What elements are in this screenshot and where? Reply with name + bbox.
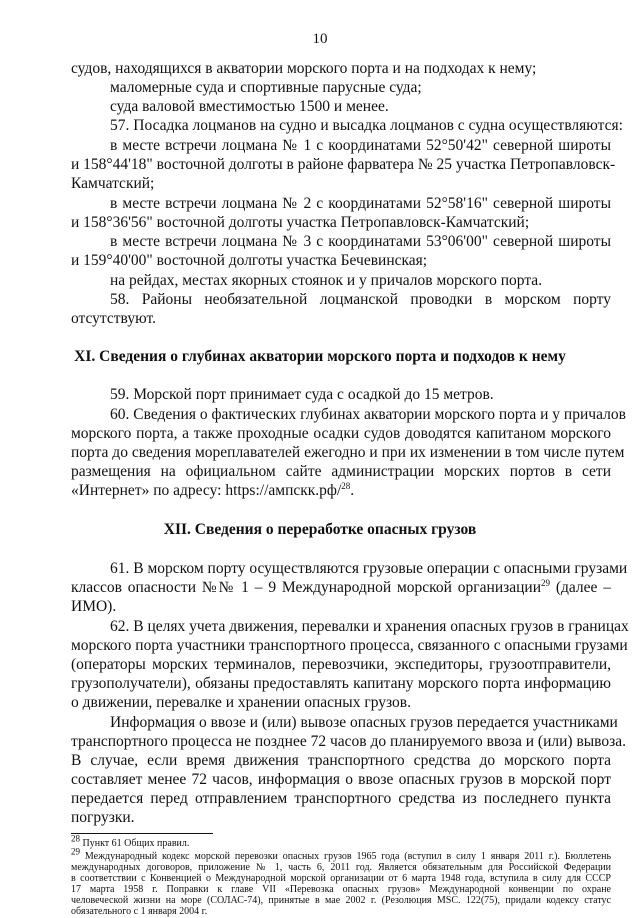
text-line: 61. В морском порту осуществляются грузовые операции с опасными грузами	[110, 560, 628, 577]
footnote-29-line: 17 марта 1958 г. Поправки к главе VII «Перевозка опасных грузов» Международной конвенции по охране	[71, 884, 611, 895]
section-heading: XI. Сведения о глубинах акватории морского порта и подходов к нему	[74, 348, 566, 365]
text-line: погрузки.	[71, 809, 135, 826]
text-line: ИМО).	[71, 598, 117, 615]
text-line: и 158°36'56" восточной долготы участка Петропавловск-Камчатский;	[71, 214, 530, 231]
text-line: 59. Морской порт принимает суда с осадкой до 15 метров.	[110, 386, 494, 403]
footnote-marker: 29	[71, 846, 80, 857]
text-line: грузополучатели), обязаны предоставлять капитану морского порта информацию	[71, 675, 611, 692]
text-line: отсутствуют.	[71, 310, 156, 327]
text-line: 58. Районы необязательной лоцманской проводки в морском порту	[110, 291, 611, 308]
text-line: в месте встречи лоцмана № 3 с координатами 53°06'00" северной широты	[110, 233, 611, 250]
text-line: Информация о ввозе и (или) вывозе опасных грузов передается участниками	[110, 714, 618, 731]
footnote-29-line: человеческой жизни на море (СОЛАС-74), принятые в мае 2002 г. (Резолюция MSC. 122(75), придали кодексу статус	[71, 895, 611, 906]
footnote-28	[71, 833, 190, 850]
footnote-text: Пункт 61 Общих правил.	[82, 838, 190, 849]
text-line: составляет менее 72 часов, информация о ввозе опасных грузов в морской порт	[71, 771, 611, 788]
text-line: 62. В целях учета движения, перевалки и хранения опасных грузов в границах	[110, 618, 629, 635]
text-line: «Интернет» по адресу: https://ампскк.рф/$^{28}$.	[71, 480, 355, 499]
text-line: 57. Посадка лоцманов на судно и высадка лоцманов с судна осуществляются:	[110, 117, 623, 134]
text-line: судов, находящихся в акватории морского порта и на подходах к нему;	[71, 60, 537, 77]
text-line	[71, 579, 611, 597]
text-line: маломерные суда и спортивные парусные суда;	[110, 79, 422, 96]
text-line-content: «Интернет» по адресу: https://ампскк.рф/	[71, 482, 342, 499]
page-number: 10	[312, 31, 328, 47]
footnote-divider	[71, 833, 213, 834]
section-heading: XII. Сведения о переработке опасных грузов	[163, 521, 477, 538]
text-line: (операторы морских терминалов, перевозчики, экспедиторы, грузоотправители,	[71, 656, 611, 673]
text-line: размещения на официальном сайте администрации морских портов в сети	[71, 463, 611, 480]
footnote-29-line: обязательного с 1 января 2004 г.	[71, 906, 208, 917]
text-line-content: классов опасности №№ 1 – 9 Международной морской организации	[71, 579, 542, 596]
text-line: в месте встречи лоцмана № 2 с координатами 52°58'16" северной широты	[110, 195, 611, 212]
text-line: 60. Сведения о фактических глубинах акватории морского порта и у причалов	[110, 406, 626, 423]
text-line: транспортного процесса не позднее 72 часов до планируемого ввоза и (или) вывоза.	[71, 733, 627, 750]
text-line: передается перед отправлением транспортного средства из последнего пункта	[71, 790, 611, 807]
footnote-text: Международный кодекс морской перевозки опасных грузов 1965 года (вступил в силу 1 января 2011 г.). Бюллетень	[84, 851, 611, 862]
text-line: порта до сведения мореплавателей ежегодно и при их изменении в том числе путем	[71, 444, 625, 461]
text-line: на рейдах, местах якорных стоянок и у причалов морского порта.	[110, 272, 543, 289]
text-line: о движении, перевалке и хранении опасных грузов.	[71, 694, 411, 711]
text-line: морского порта участники транспортного процесса, связанного с опасными грузами	[71, 637, 628, 654]
footnote-29-line: в соответствии с Конвенцией о Международной морской организации от 6 марта 1948 года, вступила в силу для СССР	[71, 873, 611, 884]
footnote-marker: 28	[71, 833, 80, 844]
footnote-ref: 29	[541, 577, 551, 588]
text-line: в месте встречи лоцмана № 1 с координатами 52°50'42" северной широты	[110, 137, 611, 154]
text-line: и 158°44'18" восточной долготы в районе фарватера № 25 участка Петропавловск-	[71, 156, 616, 173]
text-line: и 159°40'00" восточной долготы участка Бечевинская;	[71, 252, 428, 269]
text-line-tail: (далее –	[550, 579, 611, 596]
text-line: суда валовой вместимостью 1500 и менее.	[110, 98, 389, 115]
text-line: Камчатский;	[71, 175, 155, 192]
footnote-29-line: международных договоров, приложение № 1, часть 6, 2011 год. Является обязательным для Российской Федерации	[71, 862, 611, 873]
text-line: В случае, если время движения транспортного средства до морского порта	[71, 752, 611, 769]
footnote-ref: 28	[341, 480, 351, 491]
text-line: морского порта, а также проходные осадки судов доводятся капитаном морского	[71, 425, 611, 442]
